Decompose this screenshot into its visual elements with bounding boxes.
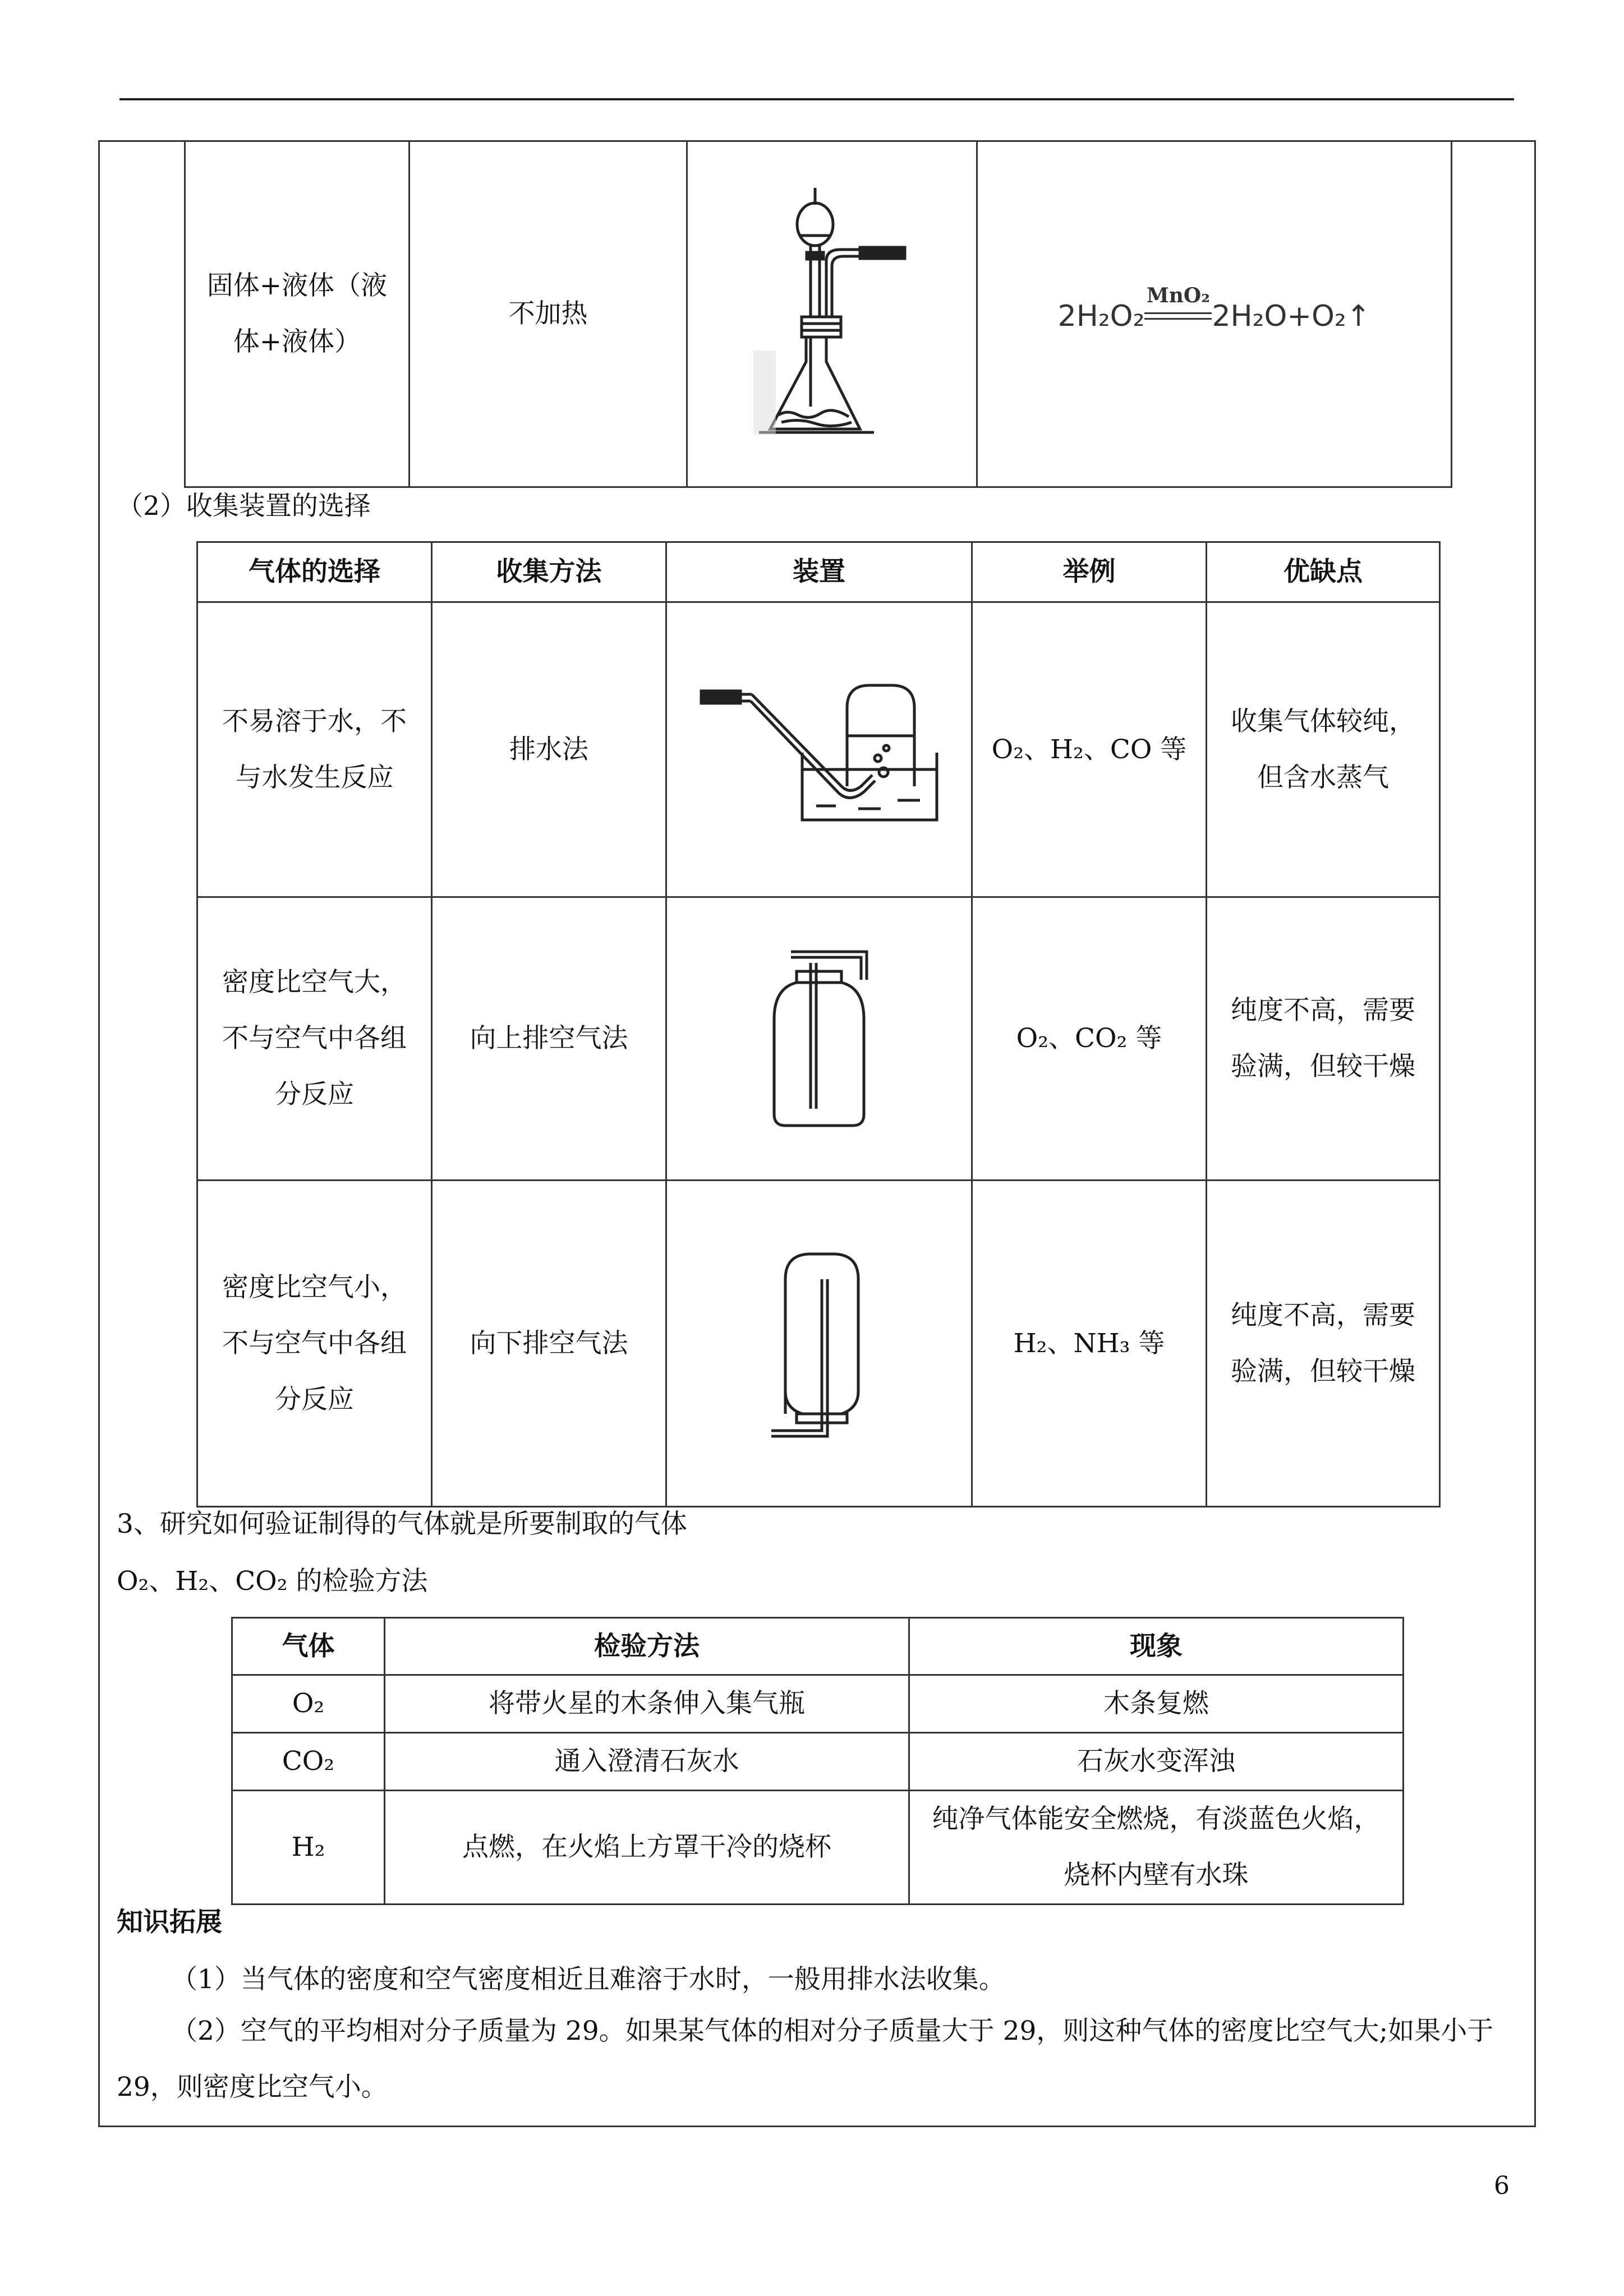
header-pros-cons: 优缺点 [1207,542,1440,602]
gas-selection-cell: 密度比空气大，不与空气中各组分反应 [197,897,432,1181]
apparatus-cell [666,897,972,1181]
reactant-cell: 固体+液体（液体+液体） [185,141,410,487]
header-collection-method: 收集方法 [432,542,666,602]
header-apparatus: 装置 [666,542,972,602]
generation-apparatus-table [184,140,1452,488]
reaction-equation [1058,283,1371,344]
table-row [197,1181,1440,1507]
equation-cell [977,141,1452,487]
knowledge-title: 知识拓展 [117,1907,222,1938]
collection-apparatus-table [196,541,1441,1507]
header-gas-selection: 气体的选择 [197,542,432,602]
header-rule [119,98,1514,100]
pros-cons-cell: 纯度不高，需要验满，但较干燥 [1207,897,1440,1181]
condition-cell: 不加热 [410,141,687,487]
pros-cons-cell: 纯度不高，需要验满，但较干燥 [1207,1181,1440,1507]
downward-air-displacement-bottle-icon [763,1246,875,1442]
example-cell: O₂、H₂、CO 等 [972,602,1207,897]
apparatus-cell [666,1181,972,1507]
example-cell: O₂、CO₂ 等 [972,897,1207,1181]
gas-cell: CO₂ [232,1733,385,1791]
flask-apparatus-cell [687,141,977,487]
upward-air-displacement-bottle-icon [763,946,875,1131]
test-method-cell: 通入澄清石灰水 [385,1733,909,1791]
knowledge-paragraph-2: （2）空气的平均相对分子质量为 29。如果某气体的相对分子质量大于 29，则这种气体的密度比空气大;如果小于 29，则密度比空气小。 [117,2016,1494,2103]
phenomenon-cell: 石灰水变浑浊 [909,1733,1404,1791]
test-method-subheading: O₂、H₂、CO₂ 的检验方法 [117,1566,428,1597]
page-number: 6 [1494,2171,1510,2200]
gas-cell: H₂ [232,1791,385,1905]
table-row [232,1675,1404,1733]
section-2-heading: （2）收集装置的选择 [117,491,371,522]
example-cell: H₂、NH₃ 等 [972,1181,1207,1507]
equation-lhs: 2H₂O₂ [1057,299,1145,333]
equation-catalyst: MnO₂ [1146,284,1211,307]
pros-cons-cell: 收集气体较纯，但含水蒸气 [1207,602,1440,897]
table-row [232,1791,1404,1905]
test-method-cell: 将带火星的木条伸入集气瓶 [385,1675,909,1733]
header-test-method: 检验方法 [385,1618,909,1675]
phenomenon-cell: 木条复燃 [909,1675,1404,1733]
test-method-cell: 点燃，在火焰上方罩干冷的烧杯 [385,1791,909,1905]
header-gas: 气体 [232,1618,385,1675]
flask-separatory-funnel-apparatus-icon [748,182,916,446]
apparatus-cell [666,602,972,897]
gas-cell: O₂ [232,1675,385,1733]
table-row [197,897,1440,1181]
method-cell: 排水法 [432,602,666,897]
water-displacement-apparatus-icon [690,674,948,826]
gas-selection-cell: 密度比空气小，不与空气中各组分反应 [197,1181,432,1507]
section-3-heading: 3、研究如何验证制得的气体就是所要制取的气体 [117,1509,687,1539]
phenomenon-cell: 纯净气体能安全燃烧，有淡蓝色火焰，烧杯内壁有水珠 [909,1791,1404,1905]
method-cell: 向下排空气法 [432,1181,666,1507]
header-example: 举例 [972,542,1207,602]
header-phenomenon: 现象 [909,1618,1404,1675]
table-row [197,602,1440,897]
table-row [232,1733,1404,1791]
method-cell: 向上排空气法 [432,897,666,1181]
knowledge-paragraph-1: （1）当气体的密度和空气密度相近且难溶于水时，一般用排水法收集。 [171,1964,1005,1995]
gas-test-table [231,1617,1404,1905]
gas-selection-cell: 不易溶于水，不与水发生反应 [197,602,432,897]
equation-rhs: 2H₂O+O₂↑ [1212,299,1371,333]
